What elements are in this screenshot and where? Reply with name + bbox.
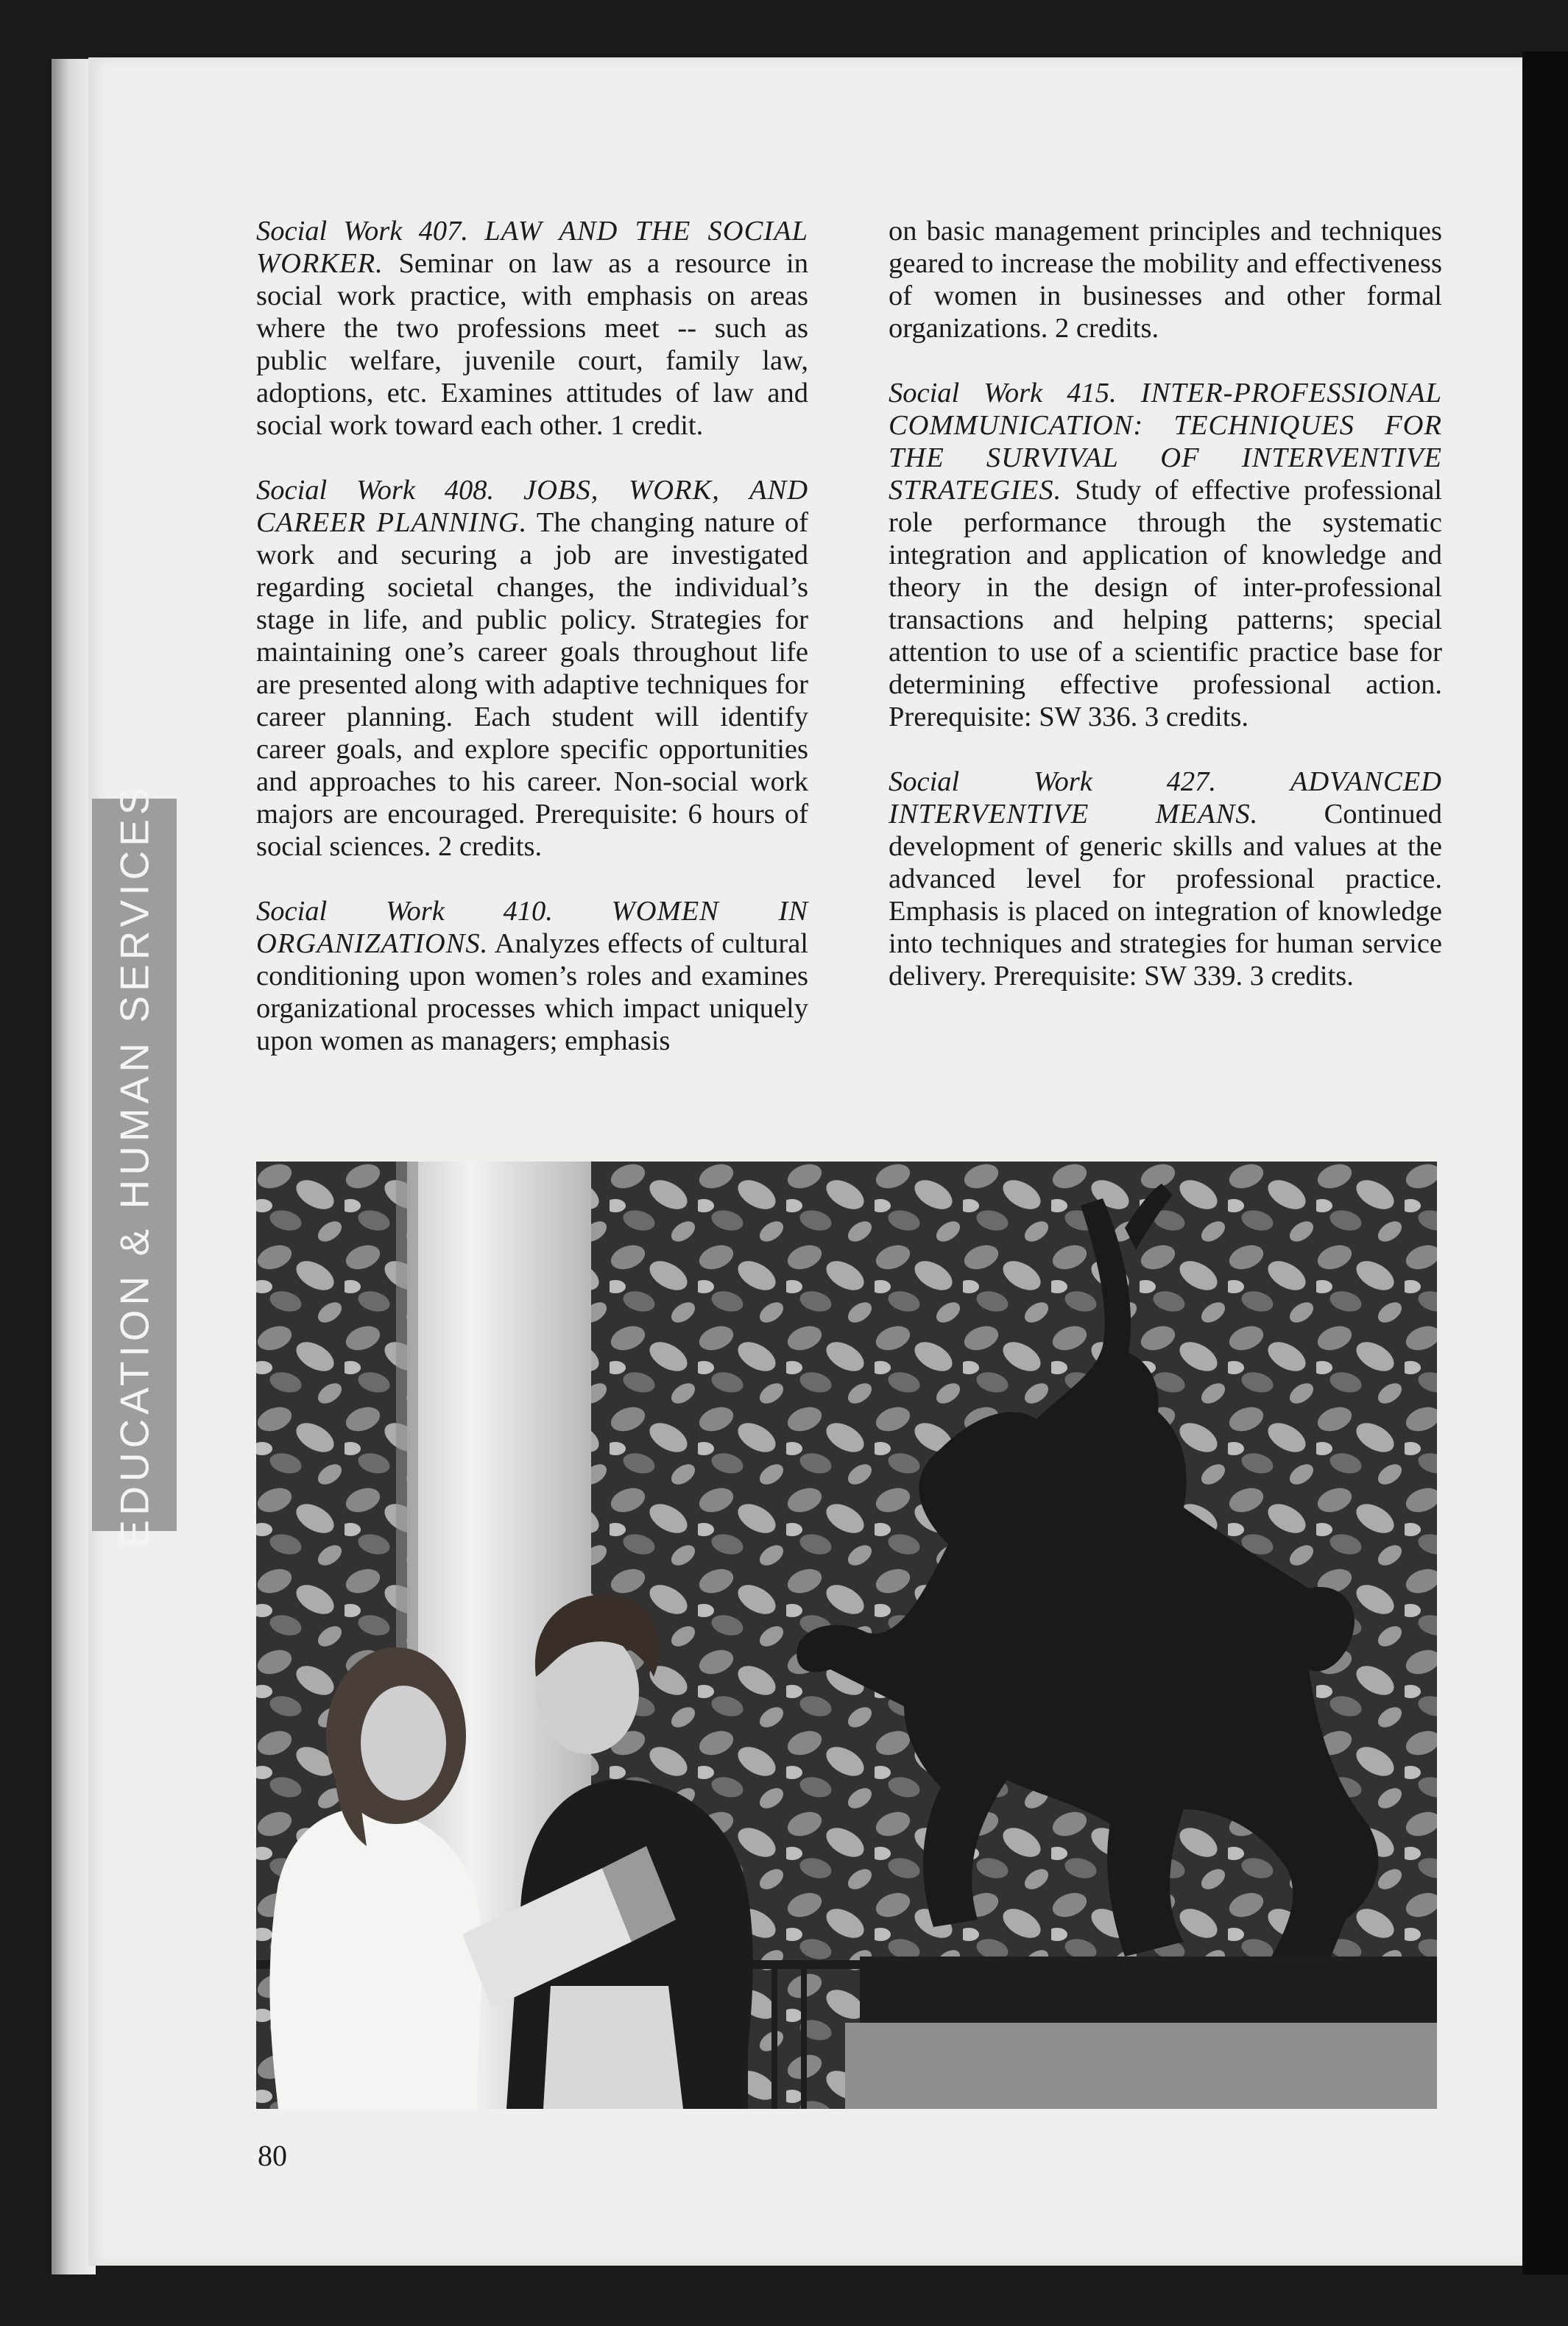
page-number: 80 xyxy=(258,2139,287,2172)
section-side-tab xyxy=(92,782,177,1547)
course-number: Social Work 407. xyxy=(256,216,468,247)
course-number: Social Work 408. xyxy=(256,475,495,506)
course-title: ADVANCED INTERVENTIVE MEANS. xyxy=(889,766,1442,830)
course-description: Seminar on law as a resource in social work practice, with emphasis on areas where the two professions meet -- such as public welfare, juvenile court, family law, adoptions, etc. Examines attitudes of law and social work toward each other. 1 credit. xyxy=(256,248,809,441)
course-title: INTER-PROFESSIONAL COMMUNICATION: TECHNIQUES FOR THE SURVIVAL OF INTERVENTIVE STRATEGIES. xyxy=(889,378,1443,506)
course-continuation: on basic management principles and techniques geared to increase the mobility and effectiveness of women in businesses and other formal organizations. 2 credits. xyxy=(889,216,1442,344)
course-description: Continued development of generic skills and values at the advanced level for professional practice. Emphasis is placed on integration of knowledge into techniques and strategies for human service delivery. Prerequisite: SW 339. 3 credits. xyxy=(889,799,1442,991)
course-title: WOMEN IN ORGANIZATIONS. xyxy=(256,896,808,959)
course-title: LAW AND THE SOCIAL WORKER. xyxy=(256,216,809,279)
course-entry-sw408 xyxy=(256,474,808,863)
course-description: Study of effective professional role performance through the systematic integration and application of knowledge and theory in the design of inter-professional transactions and helping patterns; special attention to use of a scientific practice base for determining effective professional action. Prerequisite: SW 336. 3 credits. xyxy=(889,475,1442,732)
page-edge xyxy=(1522,52,1568,2274)
course-entry-sw410 xyxy=(256,895,808,1057)
course-title: JOBS, WORK, AND CAREER PLANNING. xyxy=(256,475,809,538)
right-column xyxy=(889,215,1442,1025)
course-description: Analyzes effects of cultural conditioning upon women’s roles and examines organizational processes which impact uniquely upon women as managers; emphasis xyxy=(256,928,808,1056)
course-number: Social Work 427. xyxy=(889,766,1217,797)
campus-photo xyxy=(256,1162,1437,2109)
course-entry-sw407 xyxy=(256,215,808,442)
course-entry-sw427 xyxy=(889,766,1442,992)
course-number: Social Work 415. xyxy=(889,378,1117,409)
section-side-tab-label: EDUCATION & HUMAN SERVICES xyxy=(111,782,158,1547)
left-column xyxy=(256,215,808,1089)
course-entry-sw415 xyxy=(889,377,1442,733)
course-description: The changing nature of work and securing a job are investigated regarding societal changes, the individual’s stage in life, and public policy. Strategies for maintaining one’s career goals throughout life are presented along with adaptive techniques for career planning. Each student will identify career goals, and explore specific opportunities and approaches to his career. Non-social work majors are encouraged. Prerequisite: 6 hours of social sciences. 2 credits. xyxy=(256,507,808,862)
course-number: Social Work 410. xyxy=(256,896,553,927)
